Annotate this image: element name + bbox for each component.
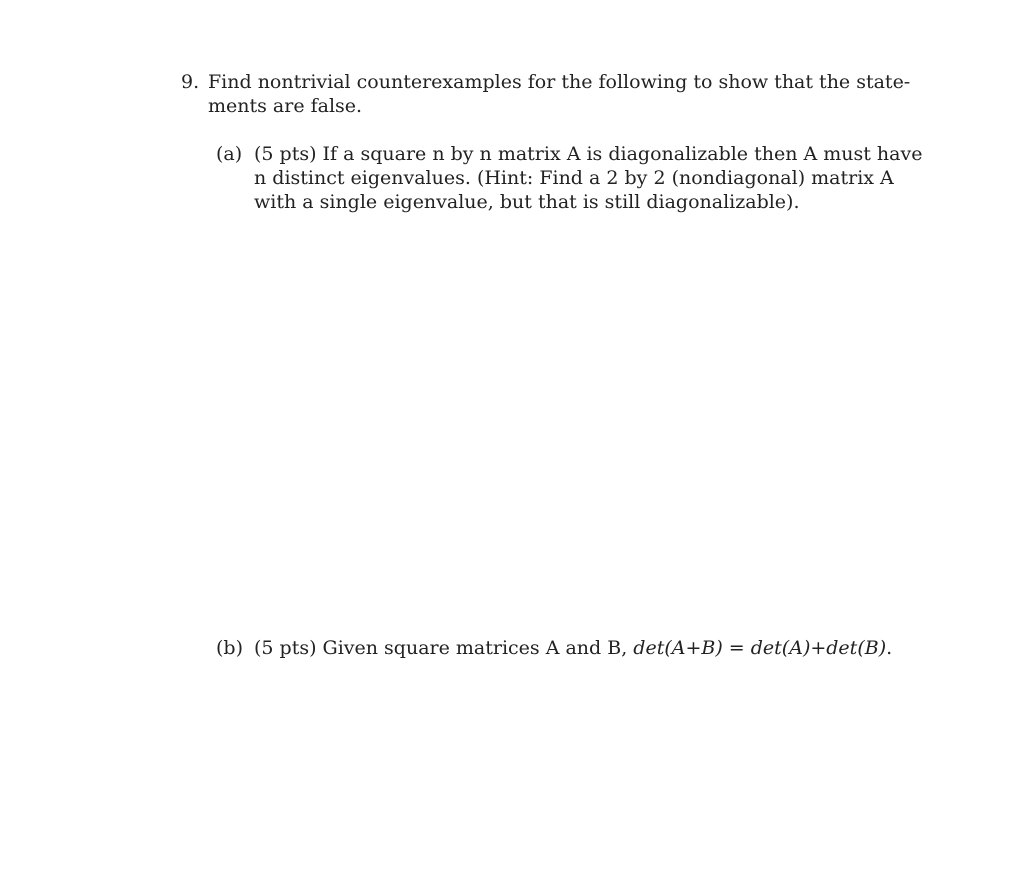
question-stem-line: Find nontrivial counterexamples for the following to show that the state- <box>208 71 911 93</box>
question-stem-line: ments are false. <box>208 95 363 117</box>
part-b-line <box>254 636 893 660</box>
equation-lhs: det(A+B) <box>633 637 723 659</box>
part-b <box>216 636 893 666</box>
part-a-label: (a) <box>216 143 243 165</box>
equation-rhs: det(A)+det(B) <box>750 637 887 659</box>
equation-end: . <box>886 637 893 659</box>
equation-equals: = <box>722 637 751 659</box>
question-stem <box>208 70 911 118</box>
part-b-text <box>254 636 893 660</box>
part-a-line: (5 pts) If a square n by n matrix A is diagonalizable then A must have <box>254 143 923 165</box>
part-b-label: (b) <box>216 637 243 659</box>
part-b-intro: (5 pts) Given square matrices A and B, <box>254 637 634 659</box>
part-a-text <box>254 142 923 214</box>
part-a <box>216 142 923 222</box>
part-a-line: n distinct eigenvalues. (Hint: Find a 2 by 2 (nondiagonal) matrix A <box>254 167 894 189</box>
part-a-line: with a single eigenvalue, but that is still diagonalizable). <box>254 191 800 213</box>
question-number: 9. <box>181 71 200 93</box>
